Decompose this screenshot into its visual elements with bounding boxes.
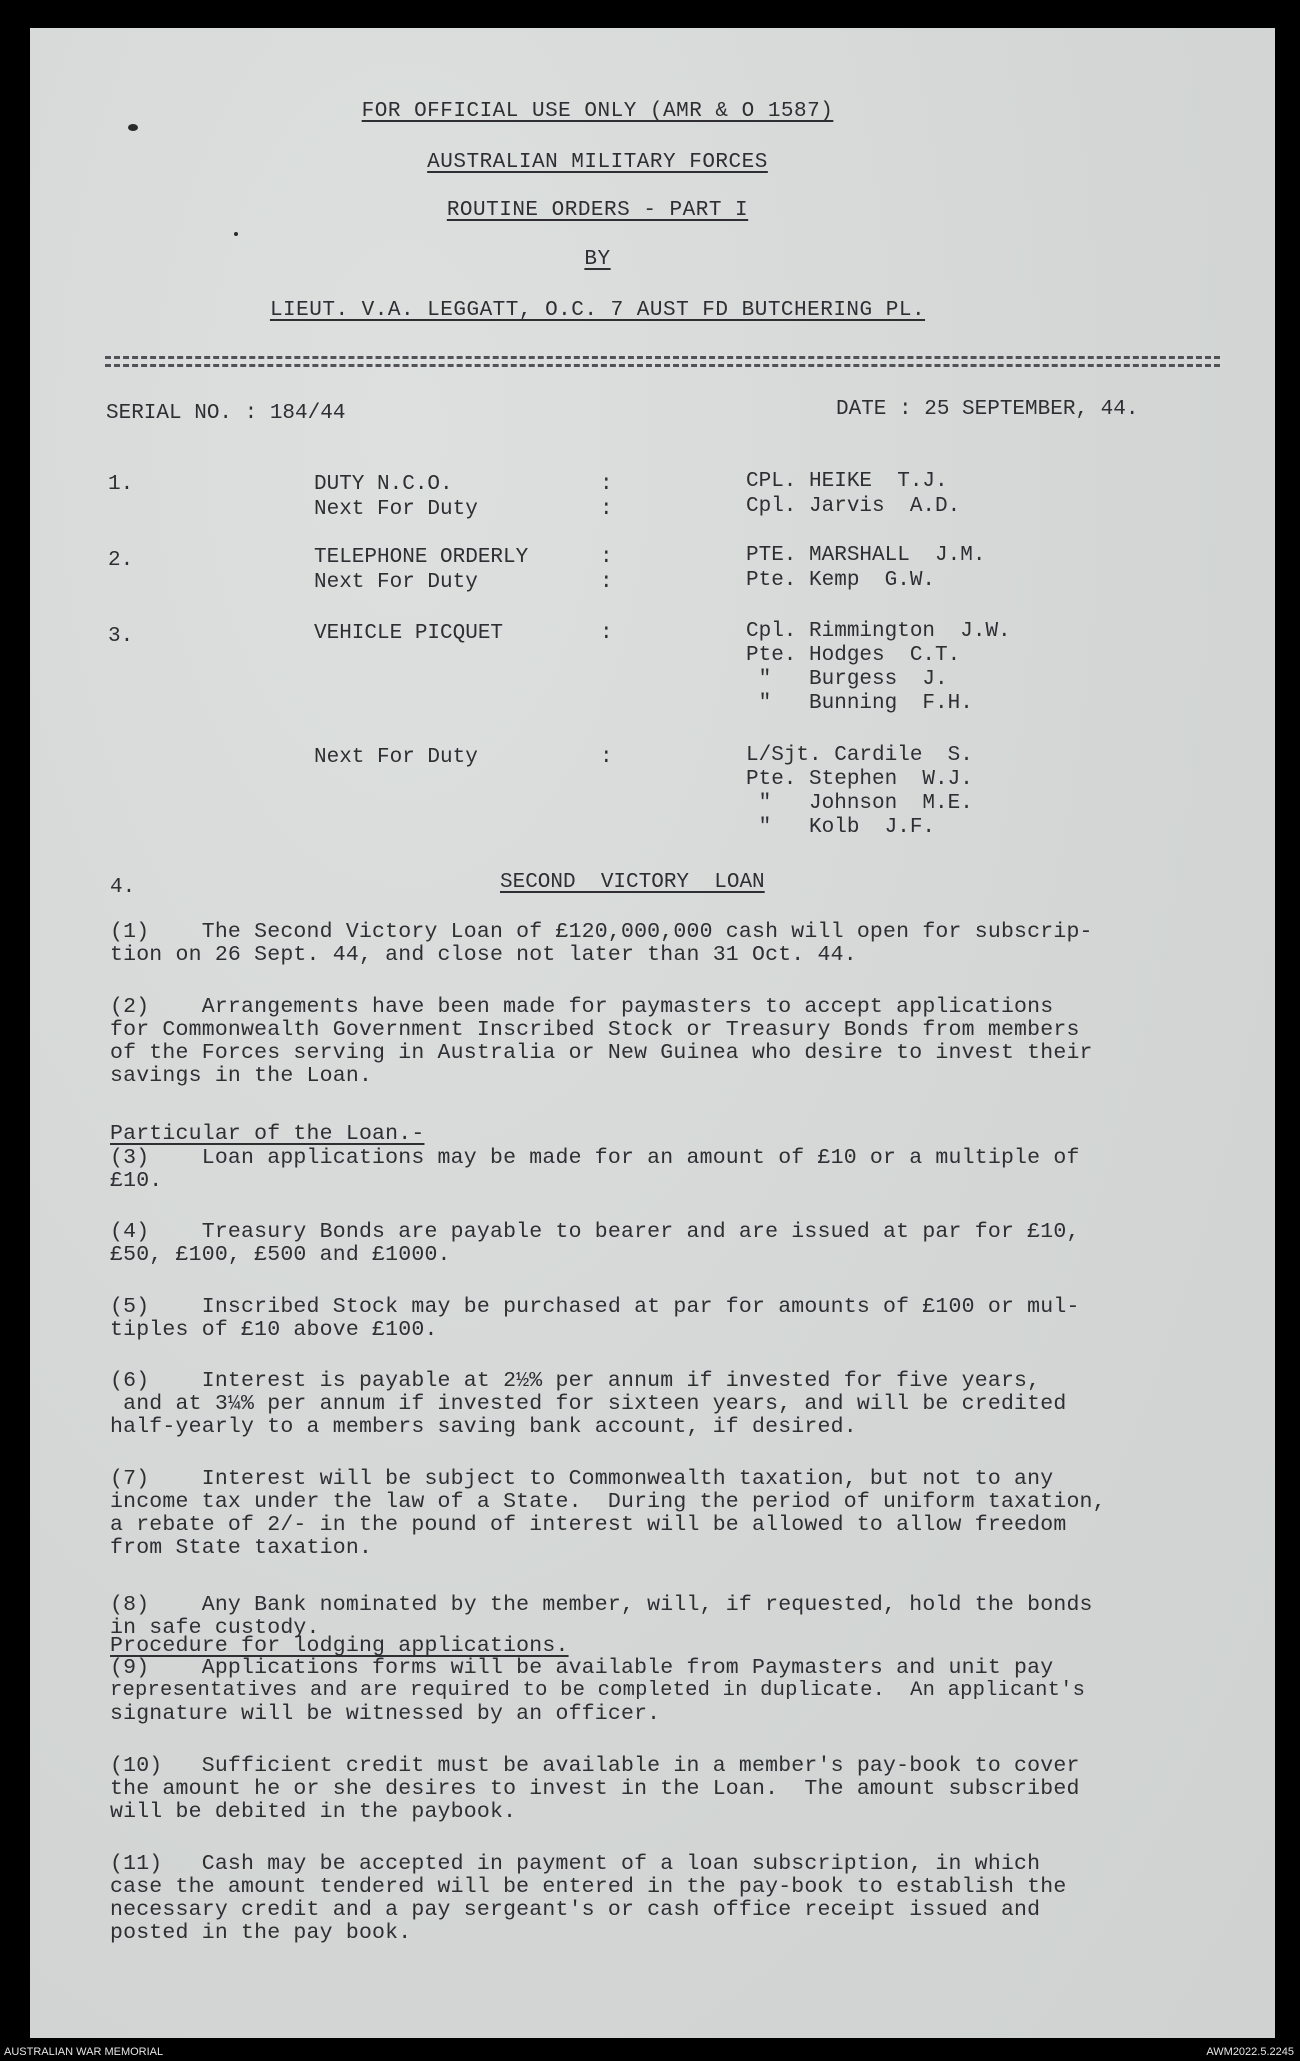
para-5-line-1: (5) Inscribed Stock may be purchased at par for amounts of £100 or mul-	[110, 1295, 1080, 1319]
header-orders: ROUTINE ORDERS - PART I	[446, 199, 749, 222]
paper-speck	[234, 232, 238, 236]
duty-3-assignee-1: Cpl. Rimmington J.W.	[746, 620, 1011, 643]
para-3-line-1: (3) Loan applications may be made for an amount of £10 or a multiple of	[110, 1146, 1080, 1170]
duty-3-next: Next For Duty	[314, 746, 478, 769]
hole-punch-mark	[128, 124, 138, 131]
para-9-line-2: representatives and are required to be completed in duplicate. An applicant's	[110, 1679, 1086, 1702]
para-9-line-1: (9) Applications forms will be available from Paymasters and unit pay	[110, 1656, 1054, 1680]
subheading-particulars: Particular of the Loan.-	[110, 1122, 425, 1146]
duty-3-number: 3.	[108, 625, 134, 648]
duty-3-next-4: " Kolb J.F.	[746, 816, 936, 839]
para-4-line-2: £50, £100, £500 and £1000.	[110, 1243, 451, 1267]
header-by: BY	[584, 248, 611, 271]
para-10-line-3: will be debited in the paybook.	[110, 1800, 517, 1824]
para-2-line-4: savings in the Loan.	[110, 1064, 373, 1088]
para-11-line-1: (11) Cash may be accepted in payment of a loan subscription, in which	[110, 1852, 1041, 1876]
para-11-line-2: case the amount tendered will be entered in the pay-book to establish the	[110, 1875, 1067, 1899]
footer-source: AUSTRALIAN WAR MEMORIAL	[4, 2046, 164, 2058]
duty-2-assignee: PTE. MARSHALL J.M.	[746, 544, 986, 567]
header-officer: LIEUT. V.A. LEGGATT, O.C. 7 AUST FD BUTCHERING PL.	[269, 299, 926, 322]
header-official: FOR OFFICIAL USE ONLY (AMR & O 1587)	[361, 100, 834, 123]
para-11-line-3: necessary credit and a pay sergeant's or cash office receipt issued and	[110, 1898, 1041, 1922]
duty-2-colon-2: :	[600, 571, 613, 594]
para-6-line-3: half-yearly to a members saving bank account, if desired.	[110, 1415, 857, 1439]
duty-3-next-3: " Johnson M.E.	[746, 792, 973, 815]
para-6-line-1: (6) Interest is payable at 2½% per annum if invested for five years,	[110, 1369, 1041, 1393]
para-7-line-4: from State taxation.	[110, 1536, 373, 1560]
duty-3-assignee-4: " Bunning F.H.	[746, 692, 973, 715]
duty-1-number: 1.	[108, 473, 134, 496]
duty-1-colon-2: :	[600, 498, 613, 521]
para-4-line-1: (4) Treasury Bonds are payable to bearer and are issued at par for £10,	[110, 1220, 1080, 1244]
para-1-line-2: tion on 26 Sept. 44, and close not later than 31 Oct. 44.	[110, 943, 857, 967]
para-6-line-2: and at 3¼% per annum if invested for sixteen years, and will be credited	[110, 1392, 1067, 1416]
duty-2-next: Next For Duty	[314, 571, 478, 594]
duty-1-next: Next For Duty	[314, 498, 478, 521]
para-2-line-1: (2) Arrangements have been made for paymasters to accept applications	[110, 995, 1054, 1019]
para-8-line-1: (8) Any Bank nominated by the member, will, if requested, hold the bonds	[110, 1593, 1093, 1617]
order-date: DATE : 25 SEPTEMBER, 44.	[836, 398, 1139, 421]
para-10-line-2: the amount he or she desires to invest in the Loan. The amount subscribed	[110, 1777, 1080, 1801]
footer-accession: AWM2022.5.2245	[1206, 2046, 1294, 2058]
para-5-line-2: tiples of £10 above £100.	[110, 1318, 438, 1342]
duty-3-next-1: L/Sjt. Cardile S.	[746, 744, 973, 767]
para-9-line-3: signature will be witnessed by an officer.	[110, 1702, 661, 1726]
document-page	[30, 28, 1275, 2038]
para-3-line-2: £10.	[110, 1169, 163, 1193]
duty-3-role: VEHICLE PICQUET	[314, 622, 504, 645]
para-7-line-1: (7) Interest will be subject to Commonwealth taxation, but not to any	[110, 1467, 1054, 1491]
section-title: SECOND VICTORY LOAN	[500, 871, 765, 894]
divider-top-2	[105, 364, 1220, 367]
duty-1-next-assignee: Cpl. Jarvis A.D.	[746, 495, 961, 518]
para-7-line-3: a rebate of 2/- in the pound of interest will be allowed to allow freedom	[110, 1513, 1067, 1537]
para-8-line-2: in safe custody.	[110, 1616, 320, 1640]
serial-number: SERIAL NO. : 184/44	[106, 402, 346, 425]
para-2-line-3: of the Forces serving in Australia or New Guinea who desire to invest their	[110, 1041, 1093, 1065]
duty-3-next-2: Pte. Stephen W.J.	[746, 768, 973, 791]
header-forces: AUSTRALIAN MILITARY FORCES	[427, 151, 768, 174]
duty-1-role: DUTY N.C.O.	[314, 473, 453, 496]
duty-2-colon: :	[600, 546, 613, 569]
para-2-line-2: for Commonwealth Government Inscribed Stock or Treasury Bonds from members	[110, 1018, 1080, 1042]
para-7-line-2: income tax under the law of a State. During the period of uniform taxation,	[110, 1490, 1106, 1514]
duty-3-assignee-3: " Burgess J.	[746, 668, 948, 691]
duty-3-assignee-2: Pte. Hodges C.T.	[746, 644, 961, 667]
duty-3-colon-2: :	[600, 746, 613, 769]
duty-2-role: TELEPHONE ORDERLY	[314, 546, 529, 569]
duty-2-number: 2.	[108, 549, 134, 572]
para-10-line-1: (10) Sufficient credit must be available in a member's pay-book to cover	[110, 1754, 1080, 1778]
subheading-procedure: Procedure for lodging applications.	[110, 1634, 569, 1658]
duty-3-colon: :	[600, 622, 613, 645]
duty-1-assignee: CPL. HEIKE T.J.	[746, 470, 948, 493]
para-11-line-4: posted in the pay book.	[110, 1921, 412, 1945]
section-number: 4.	[110, 876, 136, 899]
para-1-line-1: (1) The Second Victory Loan of £120,000,000 cash will open for subscrip-	[110, 920, 1093, 944]
divider-top	[105, 356, 1220, 359]
duty-2-next-assignee: Pte. Kemp G.W.	[746, 569, 936, 592]
duty-1-colon: :	[600, 473, 613, 496]
